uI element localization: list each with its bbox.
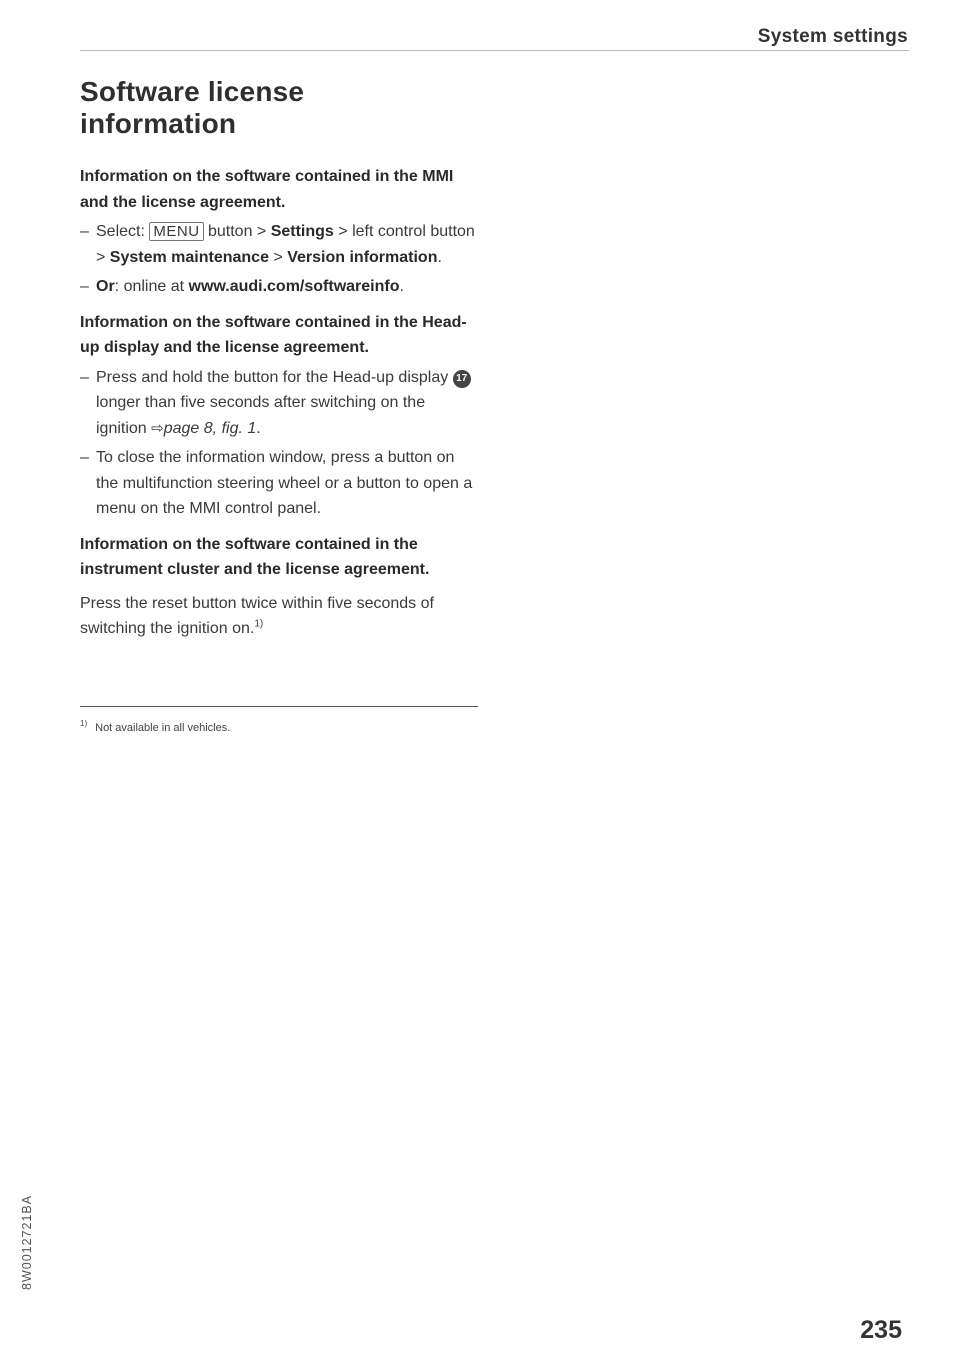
main-content: [80, 164, 480, 642]
step-text: .: [399, 278, 404, 295]
settings-label: Settings: [270, 223, 334, 240]
mmi-heading: Information on the software contained in the MMI and the license agreement.: [80, 168, 454, 211]
version-information-label: Version information: [287, 248, 438, 266]
software-info-url: www.audi.com/softwareinfo: [188, 278, 400, 295]
mmi-step-online: [80, 274, 480, 300]
footnote-rule: [80, 706, 478, 707]
page-reference: page 8, fig. 1: [163, 419, 257, 437]
step-text: >: [268, 248, 288, 266]
step-text: .: [437, 248, 442, 266]
cluster-body: [80, 591, 480, 642]
page-title-line1: Software license: [80, 76, 305, 107]
footnote-text: Not available in all vehicles.: [95, 722, 231, 734]
select-prefix: Select:: [96, 223, 150, 240]
step-text: .: [256, 419, 261, 437]
page-number: 235: [860, 1316, 902, 1344]
footnote-mark: 1): [80, 719, 88, 729]
step-text: : online at: [114, 278, 189, 295]
page-title-line2: information: [80, 108, 237, 139]
page-title: [80, 76, 480, 140]
header-rule: [80, 50, 909, 51]
hud-step-press: [80, 365, 480, 442]
callout-17-icon: 17: [453, 370, 471, 388]
arrow-right-icon: ⇨: [151, 419, 164, 437]
step-text: longer than five seconds after switching on the ignition: [96, 394, 426, 437]
document-code: 8W0012721BA: [20, 1194, 34, 1290]
footnote-reference: 1): [254, 618, 264, 630]
system-maintenance-label: System maintenance: [109, 248, 269, 266]
cluster-heading: Information on the software contained in the instrument cluster and the license agreement.: [80, 535, 430, 578]
step-text: Press and hold the button for the Head-up display: [96, 368, 453, 386]
footnote: [80, 719, 231, 734]
mmi-steps: [80, 219, 480, 300]
hud-step-close: – To close the information window, press a button on the multifunction steering wheel or a button to open a menu on the MMI control panel.: [80, 445, 480, 522]
mmi-step-select: [80, 219, 480, 270]
menu-key: MENU: [149, 222, 203, 241]
hud-heading: Information on the software contained in the Head-up display and the license agreement.: [80, 313, 467, 356]
hud-steps: [80, 365, 480, 522]
cluster-body-text: Press the reset button twice within five seconds of switching the ignition on.: [80, 594, 434, 637]
section-header: System settings: [757, 26, 908, 47]
step-text: > left control button >: [96, 223, 475, 266]
or-label: Or: [96, 278, 115, 295]
step-text: button >: [203, 223, 271, 240]
